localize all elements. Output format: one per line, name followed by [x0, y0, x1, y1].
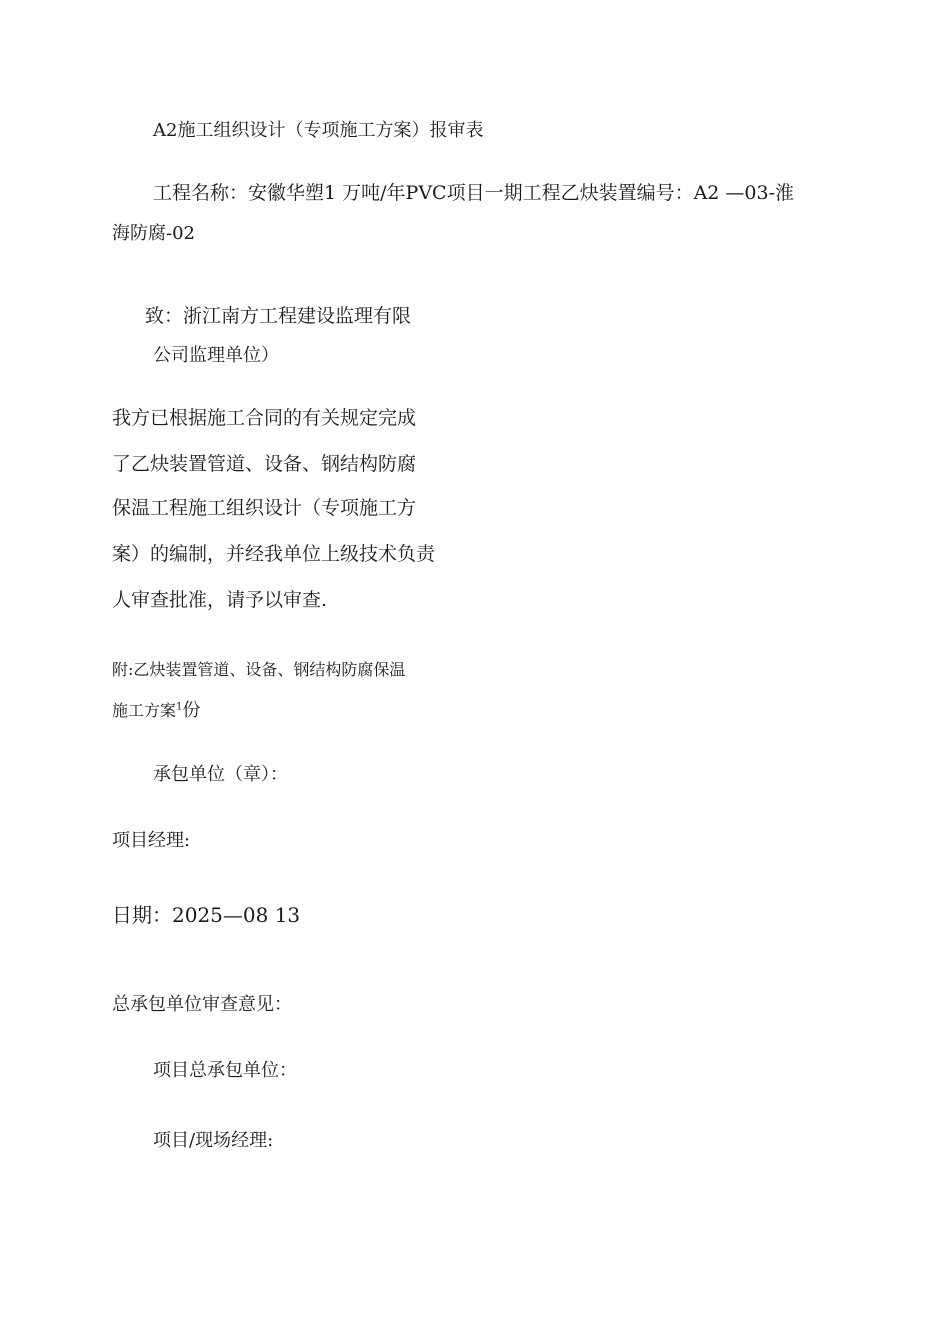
date-label: 日期：2025—08 13	[112, 903, 301, 927]
attachment-line-2	[112, 702, 200, 720]
body-line-3: 保温工程施工组织设计（专项施工方	[112, 497, 417, 519]
general-review-label: 总承包单位审查意见：	[112, 994, 292, 1015]
attachment-unit: 份	[182, 700, 201, 721]
project-name-line-2: 海防腐-02	[112, 223, 195, 244]
attachment-line-1: 附:乙炔装置管道、设备、钢结构防腐保温	[112, 660, 406, 679]
body-line-4: 案）的编制，并经我单位上级技术负责	[112, 543, 436, 565]
contractor-label: 承包单位（章）：	[153, 764, 288, 785]
attachment-doc-name: 施工方案	[112, 701, 177, 720]
addressee-line-2: 公司监理单位）	[153, 345, 279, 366]
project-name-line-1: 工程名称：安徽华塑1 万吨/年PVC项目一期工程乙炔装置编号：A2 —03-淮	[153, 182, 795, 204]
general-contractor-label: 项目总承包单位：	[153, 1060, 297, 1081]
body-line-5: 人审查批准，请予以审查.	[112, 589, 328, 611]
addressee-line-1: 致：浙江南方工程建设监理有限	[145, 305, 412, 327]
body-line-2: 了乙炔装置管道、设备、钢结构防腐	[112, 453, 417, 475]
document-title: A2施工组织设计（专项施工方案）报审表	[153, 120, 484, 141]
project-manager-label: 项目经理:	[112, 830, 191, 851]
site-manager-label: 项目/现场经理:	[153, 1130, 274, 1151]
body-line-1: 我方已根据施工合同的有关规定完成	[112, 407, 417, 429]
attachment-count: 1	[176, 701, 183, 713]
